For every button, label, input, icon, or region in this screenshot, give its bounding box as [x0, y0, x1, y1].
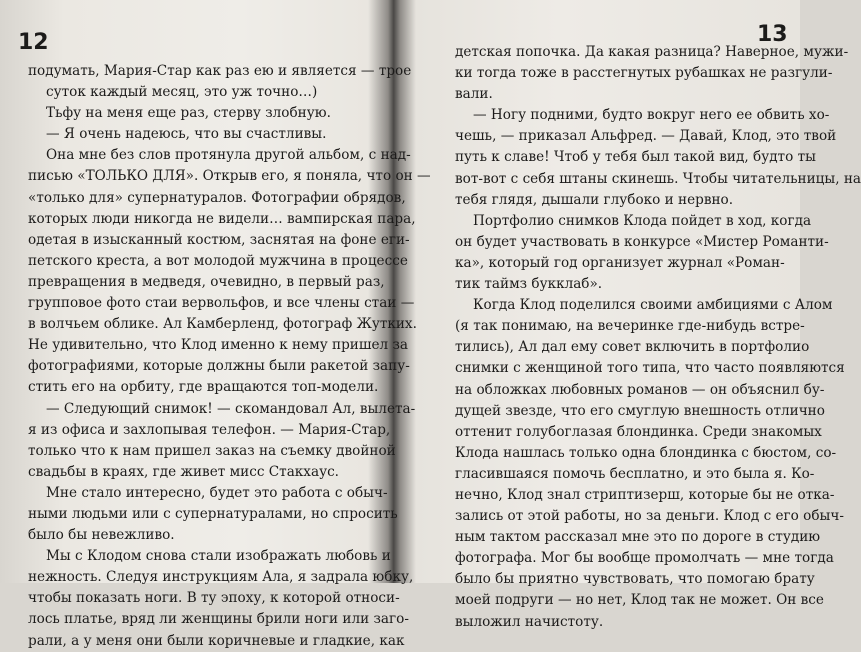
text-line: (я так понимаю, на вечеринке где-нибудь встре- [455, 318, 805, 335]
text-line: — Я очень надеюсь, что вы счастливы. [46, 126, 327, 143]
text-line: фотографиями, которые должны были ракетой запу- [28, 358, 410, 375]
page-number: 12 [18, 30, 49, 55]
text-line: Она мне без слов протянула другой альбом, с над- [46, 147, 411, 164]
text-line: зались от этой работы, но за деньги. Клод с его обыч- [455, 508, 844, 525]
text-line: Когда Клод поделился своими амбициями с Алом [473, 297, 833, 314]
text-line: писью «ТОЛЬКО ДЛЯ». Открыв его, я поняла, что он — [28, 168, 431, 185]
page-text [455, 42, 861, 633]
right-page [395, 0, 861, 630]
text-line: вали. [455, 86, 493, 103]
text-line: петского креста, а вот молодой мужчина в процессе [28, 252, 408, 269]
text-line: чешь, — приказал Альфред. — Давай, Клод, это твой [455, 128, 837, 145]
text-line: ным тактом рассказал мне это по дороге в студию [455, 529, 821, 546]
text-line: Мне стало интересно, будет это работа с обыч- [46, 484, 388, 501]
text-line: детская попочка. Да какая разница? Наверное, мужи- [455, 44, 849, 60]
text-line: только что к нам пришел заказ на съемку двойной [28, 442, 396, 459]
text-line: я из офиса и захлопывая телефон. — Мария-Стар, [28, 421, 391, 438]
text-line: фотографа. Мог бы вообще промолчать — мне тогда [455, 550, 834, 567]
text-line: ными людьми или с супернатуралами, но спросить [28, 505, 398, 522]
text-line: он будет участвовать в конкурсе «Мистер Романти- [455, 233, 829, 250]
text-line: лось платье, вряд ли женщины брили ноги или заго- [28, 611, 409, 628]
text-line: чтобы показать ноги. В ту эпоху, к которой относи- [28, 590, 400, 607]
text-line: Тьфу на меня еще раз, стерву злобную. [46, 105, 331, 122]
text-line: «только для» супернатуралов. Фотографии обрядов, [28, 189, 406, 206]
text-line: Клода нашлась только одна блондинка с бюстом, со- [455, 444, 837, 461]
text-line: свадьбы в краях, где живет мисс Стакхаус. [28, 463, 339, 480]
text-line: Мы с Клодом снова стали изображать любовь и [46, 548, 391, 565]
page-number: 13 [757, 22, 788, 47]
text-line: вот-вот с себя штаны скинешь. Чтобы читательницы, на [455, 170, 861, 187]
text-line: — Ногу подними, будто вокруг него ее обвить хо- [473, 107, 830, 124]
text-line: которых люди никогда не видели… вампирская пара, [28, 210, 416, 227]
text-line: — Следующий снимок! — скомандовал Ал, вылета- [46, 400, 416, 417]
text-line: Портфолио снимков Клода пойдет в ход, когда [473, 212, 812, 229]
text-line: Не удивительно, что Клод именно к нему пришел за [28, 337, 408, 354]
text-line: тик таймз букклаб». [455, 276, 603, 293]
text-line: дущей звезде, что его смуглую внешность отлично [455, 402, 825, 419]
text-line: тебя глядя, дышали глубоко и нервно. [455, 191, 734, 208]
text-line: одетая в изысканный костюм, заснятая на фоне еги- [28, 231, 410, 248]
text-line: нежность. Следуя инструкциям Ала, я задрала юбку, [28, 569, 414, 586]
text-line: групповое фото стаи вервольфов, и все члены стаи — [28, 295, 415, 312]
text-line: тились), Ал дал ему совет включить в портфолио [455, 339, 810, 356]
text-line: было бы невежливо. [28, 527, 175, 544]
text-line: нечно, Клод знал стриптизерш, которые бы не отка- [455, 486, 835, 503]
text-line: было бы приятно чувствовать, что помогаю брату [455, 571, 815, 588]
text-line: превращения в медведя, очевидно, в первый раз, [28, 273, 385, 290]
text-line: моей подруги — но нет, Клод так не может. Он все [455, 592, 824, 609]
text-line: подумать, Мария-Стар как раз ею и является — трое [28, 63, 412, 79]
text-line: в волчьем облике. Ал Камберленд, фотограф Жутких. [28, 316, 417, 333]
text-line: оттенит голубоглазая блондинка. Среди знакомых [455, 423, 822, 440]
left-page [0, 0, 431, 649]
text-line: стить его на орбиту, где вращаются топ-модели. [28, 379, 379, 396]
text-line: рали, а у меня они были коричневые и гладкие, как [28, 632, 405, 649]
page-text [28, 61, 431, 652]
text-line: ка», который год организует журнал «Роман- [455, 254, 785, 271]
text-line: на обложках любовных романов — он объяснил бу- [455, 381, 825, 398]
text-line: суток каждый месяц, это уж точно…) [46, 84, 318, 101]
text-line: ки тогда тоже в расстегнутых рубашках не разгули- [455, 65, 833, 82]
text-line: снимки с женщиной того типа, что часто появляются [455, 360, 845, 377]
text-line: выложил начистоту. [455, 613, 604, 630]
text-line: гласившаяся помочь бесплатно, и это была я. Ко- [455, 465, 815, 482]
text-line: путь к славе! Чтоб у тебя был такой вид, будто ты [455, 149, 816, 166]
